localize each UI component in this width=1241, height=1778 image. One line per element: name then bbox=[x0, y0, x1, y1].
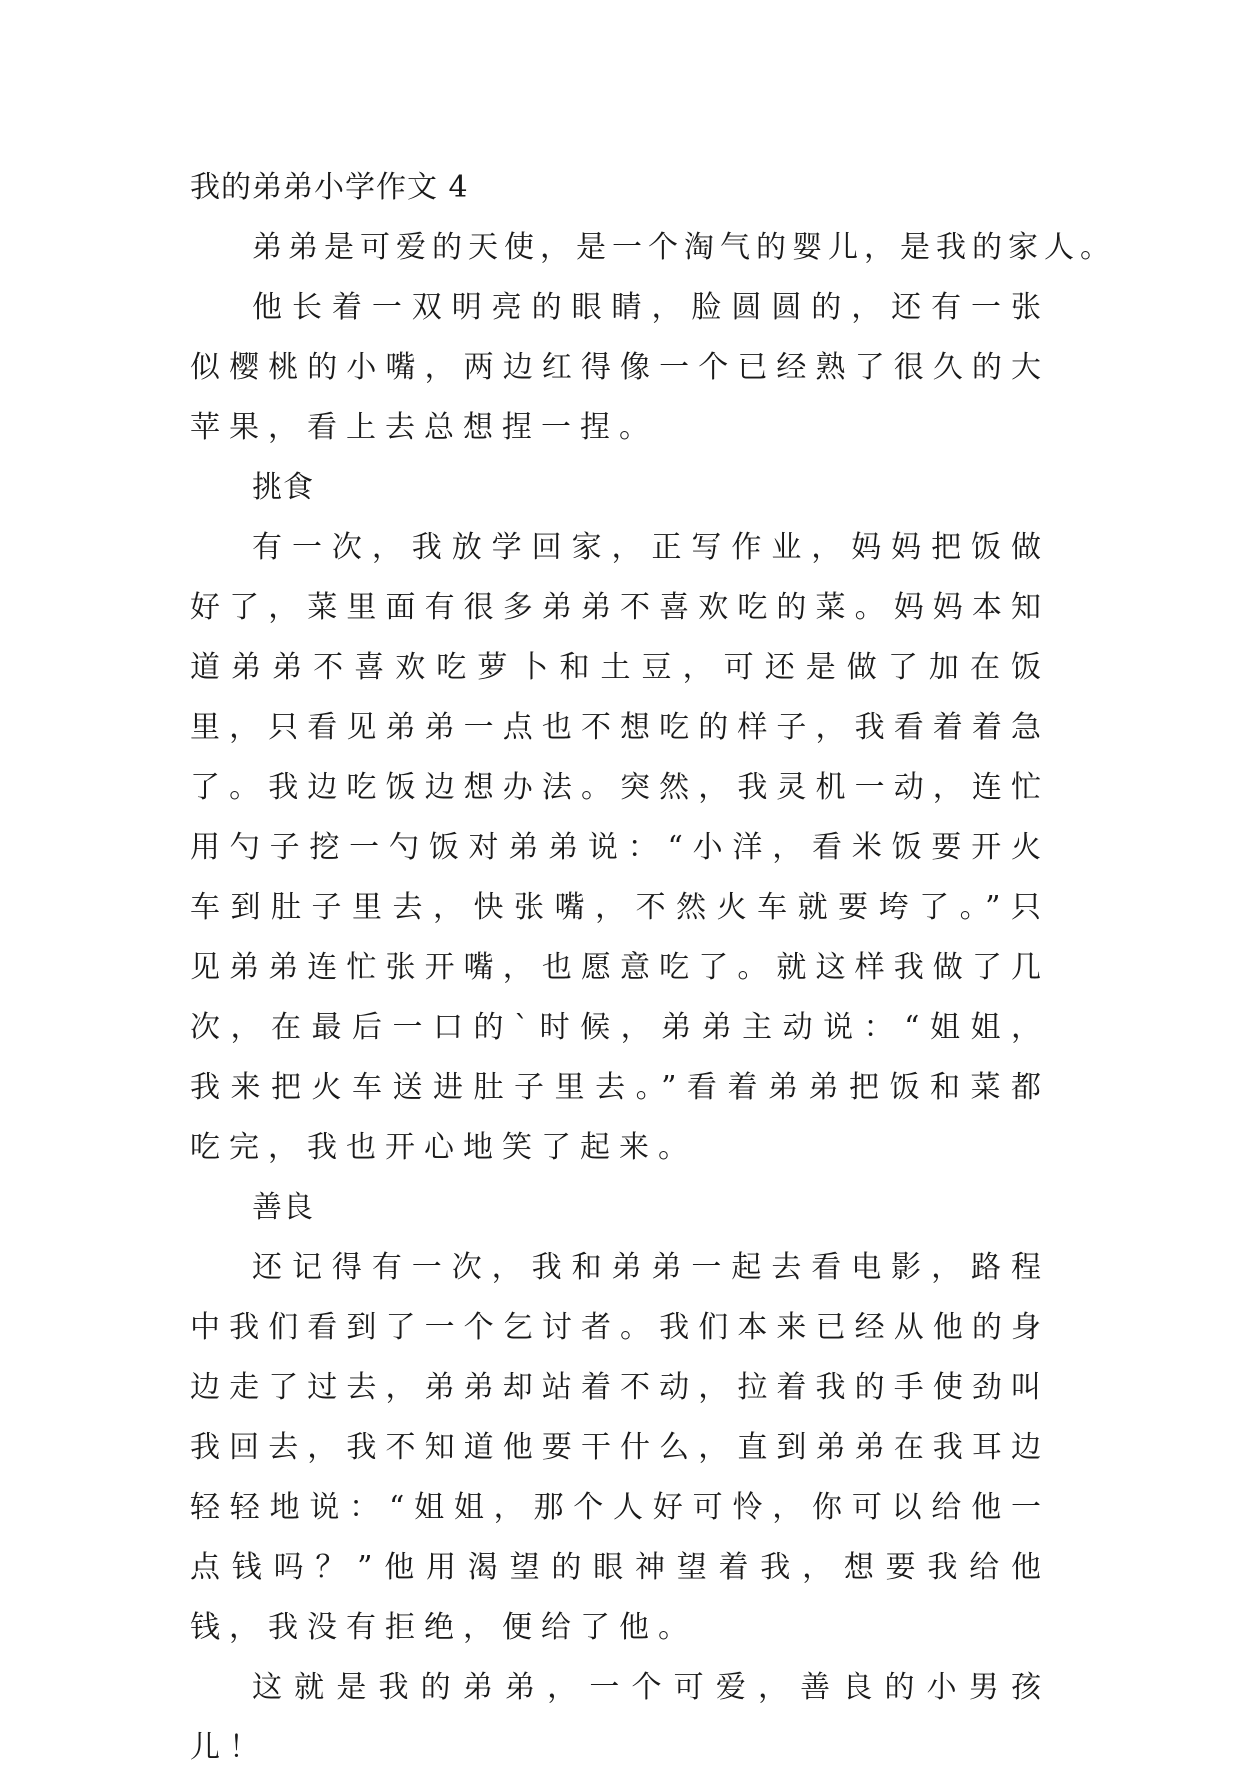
intro-paragraph: 弟弟是可爱的天使，是一个淘气的婴儿，是我的家人。 bbox=[252, 230, 1116, 265]
document-title: 我的弟弟小学作文 4 bbox=[190, 170, 469, 205]
appearance-paragraph: 他长着一双明亮的眼睛，脸圆圆的，还有一张似樱桃的小嘴，两边红得像一个已经熟了很久的大苹果，看上去总想捏一捏。 bbox=[190, 290, 1050, 445]
picky-eating-paragraph: 有一次，我放学回家，正写作业，妈妈把饭做好了，菜里面有很多弟弟不喜欢吃的菜。妈妈本知道弟弟不喜欢吃萝卜和土豆，可还是做了加在饭里，只看见弟弟一点也不想吃的样子，我看着着急了。我边吃饭边想办法。突然，我灵机一动，连忙用勺子挖一勺饭对弟弟说：“小洋，看米饭要开火车到肚子里去，快张嘴，不然火车就要垮了。”只见弟弟连忙张开嘴，也愿意吃了。就这样我做了几次，在最后一口的`时候，弟弟主动说：“姐姐，我来把火车送进肚子里去。”看着弟弟把饭和菜都吃完，我也开心地笑了起来。 bbox=[190, 530, 1050, 1165]
document-body bbox=[190, 158, 1116, 1778]
section-heading-kindness: 善良 bbox=[252, 1190, 314, 1225]
section-heading-picky-eating: 挑食 bbox=[252, 470, 314, 505]
conclusion-paragraph: 这就是我的弟弟，一个可爱，善良的小男孩儿！ bbox=[190, 1670, 1050, 1765]
kindness-paragraph: 还记得有一次，我和弟弟一起去看电影，路程中我们看到了一个乞讨者。我们本来已经从他的身边走了过去，弟弟却站着不动，拉着我的手使劲叫我回去，我不知道他要干什么，直到弟弟在我耳边轻轻地说：“姐姐，那个人好可怜，你可以给他一点钱吗？”他用渴望的眼神望着我，想要我给他钱，我没有拒绝，便给了他。 bbox=[190, 1250, 1050, 1645]
